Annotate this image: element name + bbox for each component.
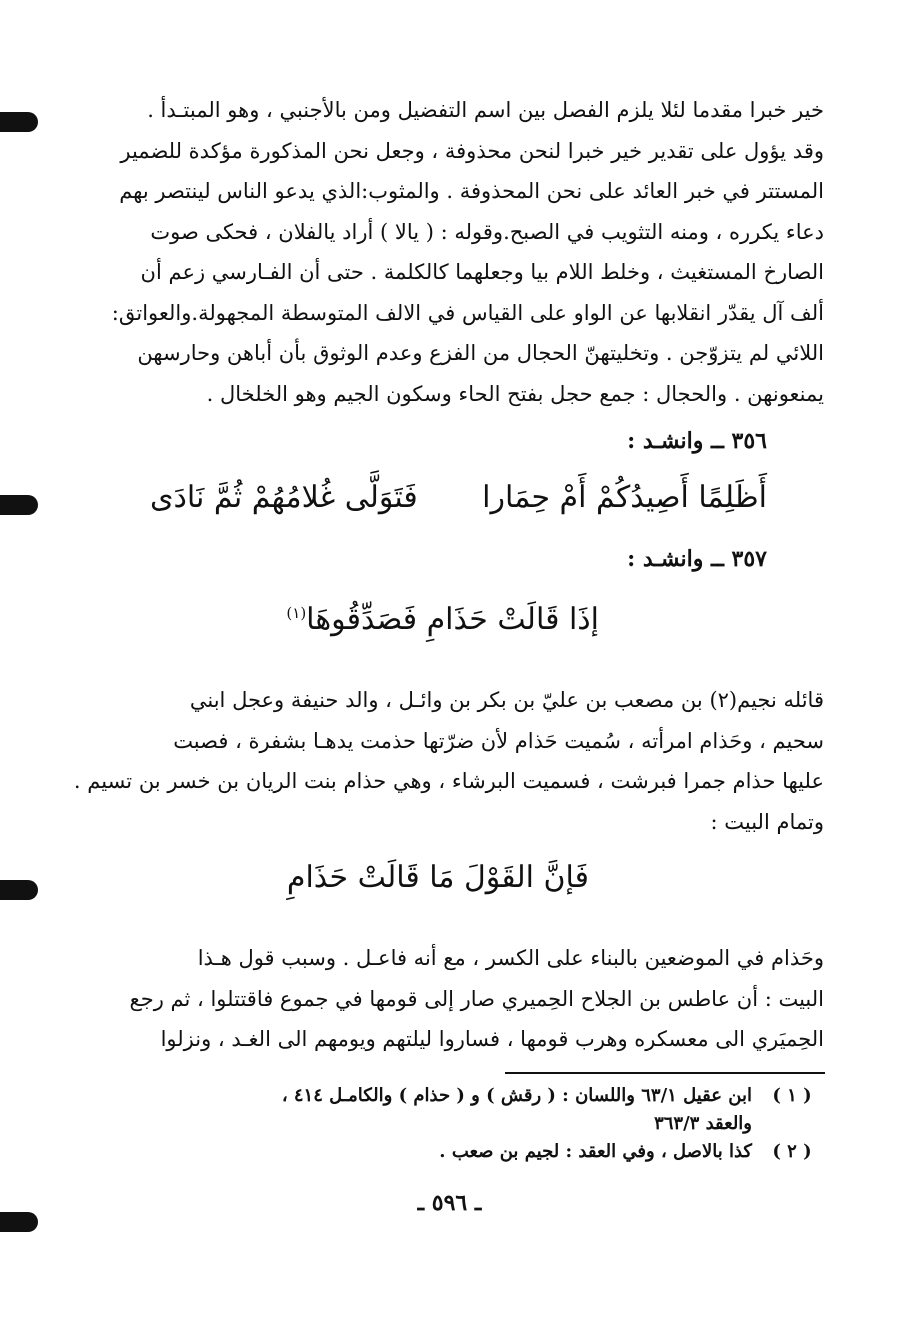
text-line: الصارخ المستغيث ، وخلط اللام بيا وجعلهما كالكلمة . حتى أن الفـارسي زعم أن [140, 260, 824, 284]
text-line: اللائي لم يتزوّجن . وتخليتهنّ الحجال من الفزع وعدم الوثوق بأن أباهن وحارسهن [137, 341, 824, 365]
footnote-line: والعقد ٣٦٣/٣ [654, 1113, 752, 1134]
text-line: وحَذام في الموضعين بالبناء على الكسر ، مع أنه فاعـل . وسبب قول هـذا [197, 946, 824, 970]
text-line: ألف آل يقدّر انقلابها عن الواو على القياس في الالف المتوسطة المجهولة.والعواتق: [111, 300, 824, 325]
text-line: عليها حذام جمرا فبرشت ، فسميت البرشاء ، وهي حذام بنت الريان بن خسر بن تسيم . [73, 769, 824, 793]
heading-357: ٣٥٧ ــ وانشـد : [627, 546, 767, 572]
footnote-line: ابن عقيل ٦٣/١ واللسان : ( رقش ) و ( حذام ) والكامـل ٤١٤ ، [281, 1085, 752, 1106]
footnote-number: ( ٢ ) [772, 1141, 812, 1162]
verse-completion: فَإنَّ القَوْلَ مَا قَالَتْ حَذَامِ [286, 860, 589, 895]
paragraph-commentary [72, 90, 824, 414]
footnote-2 [72, 1138, 832, 1166]
verse-357-text: إذَا قَالَتْ حَذَامِ فَصَدِّقُوهَا [306, 602, 599, 637]
text-line: المستتر في خبر العائد على نحن المحذوفة . والمثوب:الذي يدعو الناس لينتصر بهم [119, 179, 824, 203]
text-line: وقد يؤول على تقدير خير خبرا لنحن محذوفة ، وجعل نحن المذكورة مؤكدة للضمير [120, 138, 824, 163]
text-line: الحِميَري الى معسكره وهرب قومها ، فساروا ليلتهم ويومهم الى الغـد ، ونزلوا [160, 1027, 824, 1051]
verse-356-right-hemistich: أَظَلِمًا أَصِيدُكُمْ أَمْ حِمَارا [482, 480, 767, 515]
verse-356-left-hemistich: فَتَوَلَّى غُلامُهُمْ ثُمَّ نَادَى [150, 480, 418, 515]
text-line: دعاء يكرره ، ومنه التثويب في الصبح.وقوله : ( يالا ) أراد يالفلان ، فحكى صوت [150, 219, 824, 244]
binding-mark [0, 112, 38, 132]
footnotes [72, 1082, 832, 1166]
verse-357 [286, 602, 599, 637]
text-line: يمنعونهن . والحجال : جمع حجل بفتح الحاء وسكون الجيم وهو الخلخال . [206, 381, 824, 406]
binding-mark [0, 880, 38, 900]
paragraph-attribution [72, 680, 824, 842]
footnote-ref: (١) [286, 604, 307, 622]
text-line: البيت : أن عاطس بن الجلاح الحِميري صار إلى قومها في جموع فاقتتلوا ، ثم رجع [129, 986, 824, 1011]
page-number: ـ ٥٩٦ ـ [417, 1190, 482, 1216]
binding-mark [0, 495, 38, 515]
footnote-text [72, 1082, 752, 1138]
text-line: سحيم ، وحَذام امرأته ، سُميت حَذام لأن ضرّتها حذمت يدهـا بشفرة ، فصبت [173, 728, 824, 753]
footnote-line: كذا بالاصل ، وفي العقد : لجيم بن صعب . [439, 1141, 752, 1162]
paragraph-story [72, 938, 824, 1060]
text-line: خير خبرا مقدما لئلا يلزم الفصل بين اسم التفضيل ومن بالأجنبي ، وهو المبتـدأ . [147, 98, 824, 122]
footnote-divider [505, 1072, 825, 1074]
text-line: قائله نجيم(٢) بن مصعب بن عليّ بن بكر بن وائـل ، والد حنيفة وعجل ابني [189, 688, 824, 712]
heading-356: ٣٥٦ ــ وانشـد : [627, 428, 767, 454]
footnote-text [72, 1138, 752, 1166]
footnote-number: ( ١ ) [772, 1085, 812, 1106]
footnote-1 [72, 1082, 832, 1138]
text-line: وتمام البيت : [710, 809, 824, 834]
